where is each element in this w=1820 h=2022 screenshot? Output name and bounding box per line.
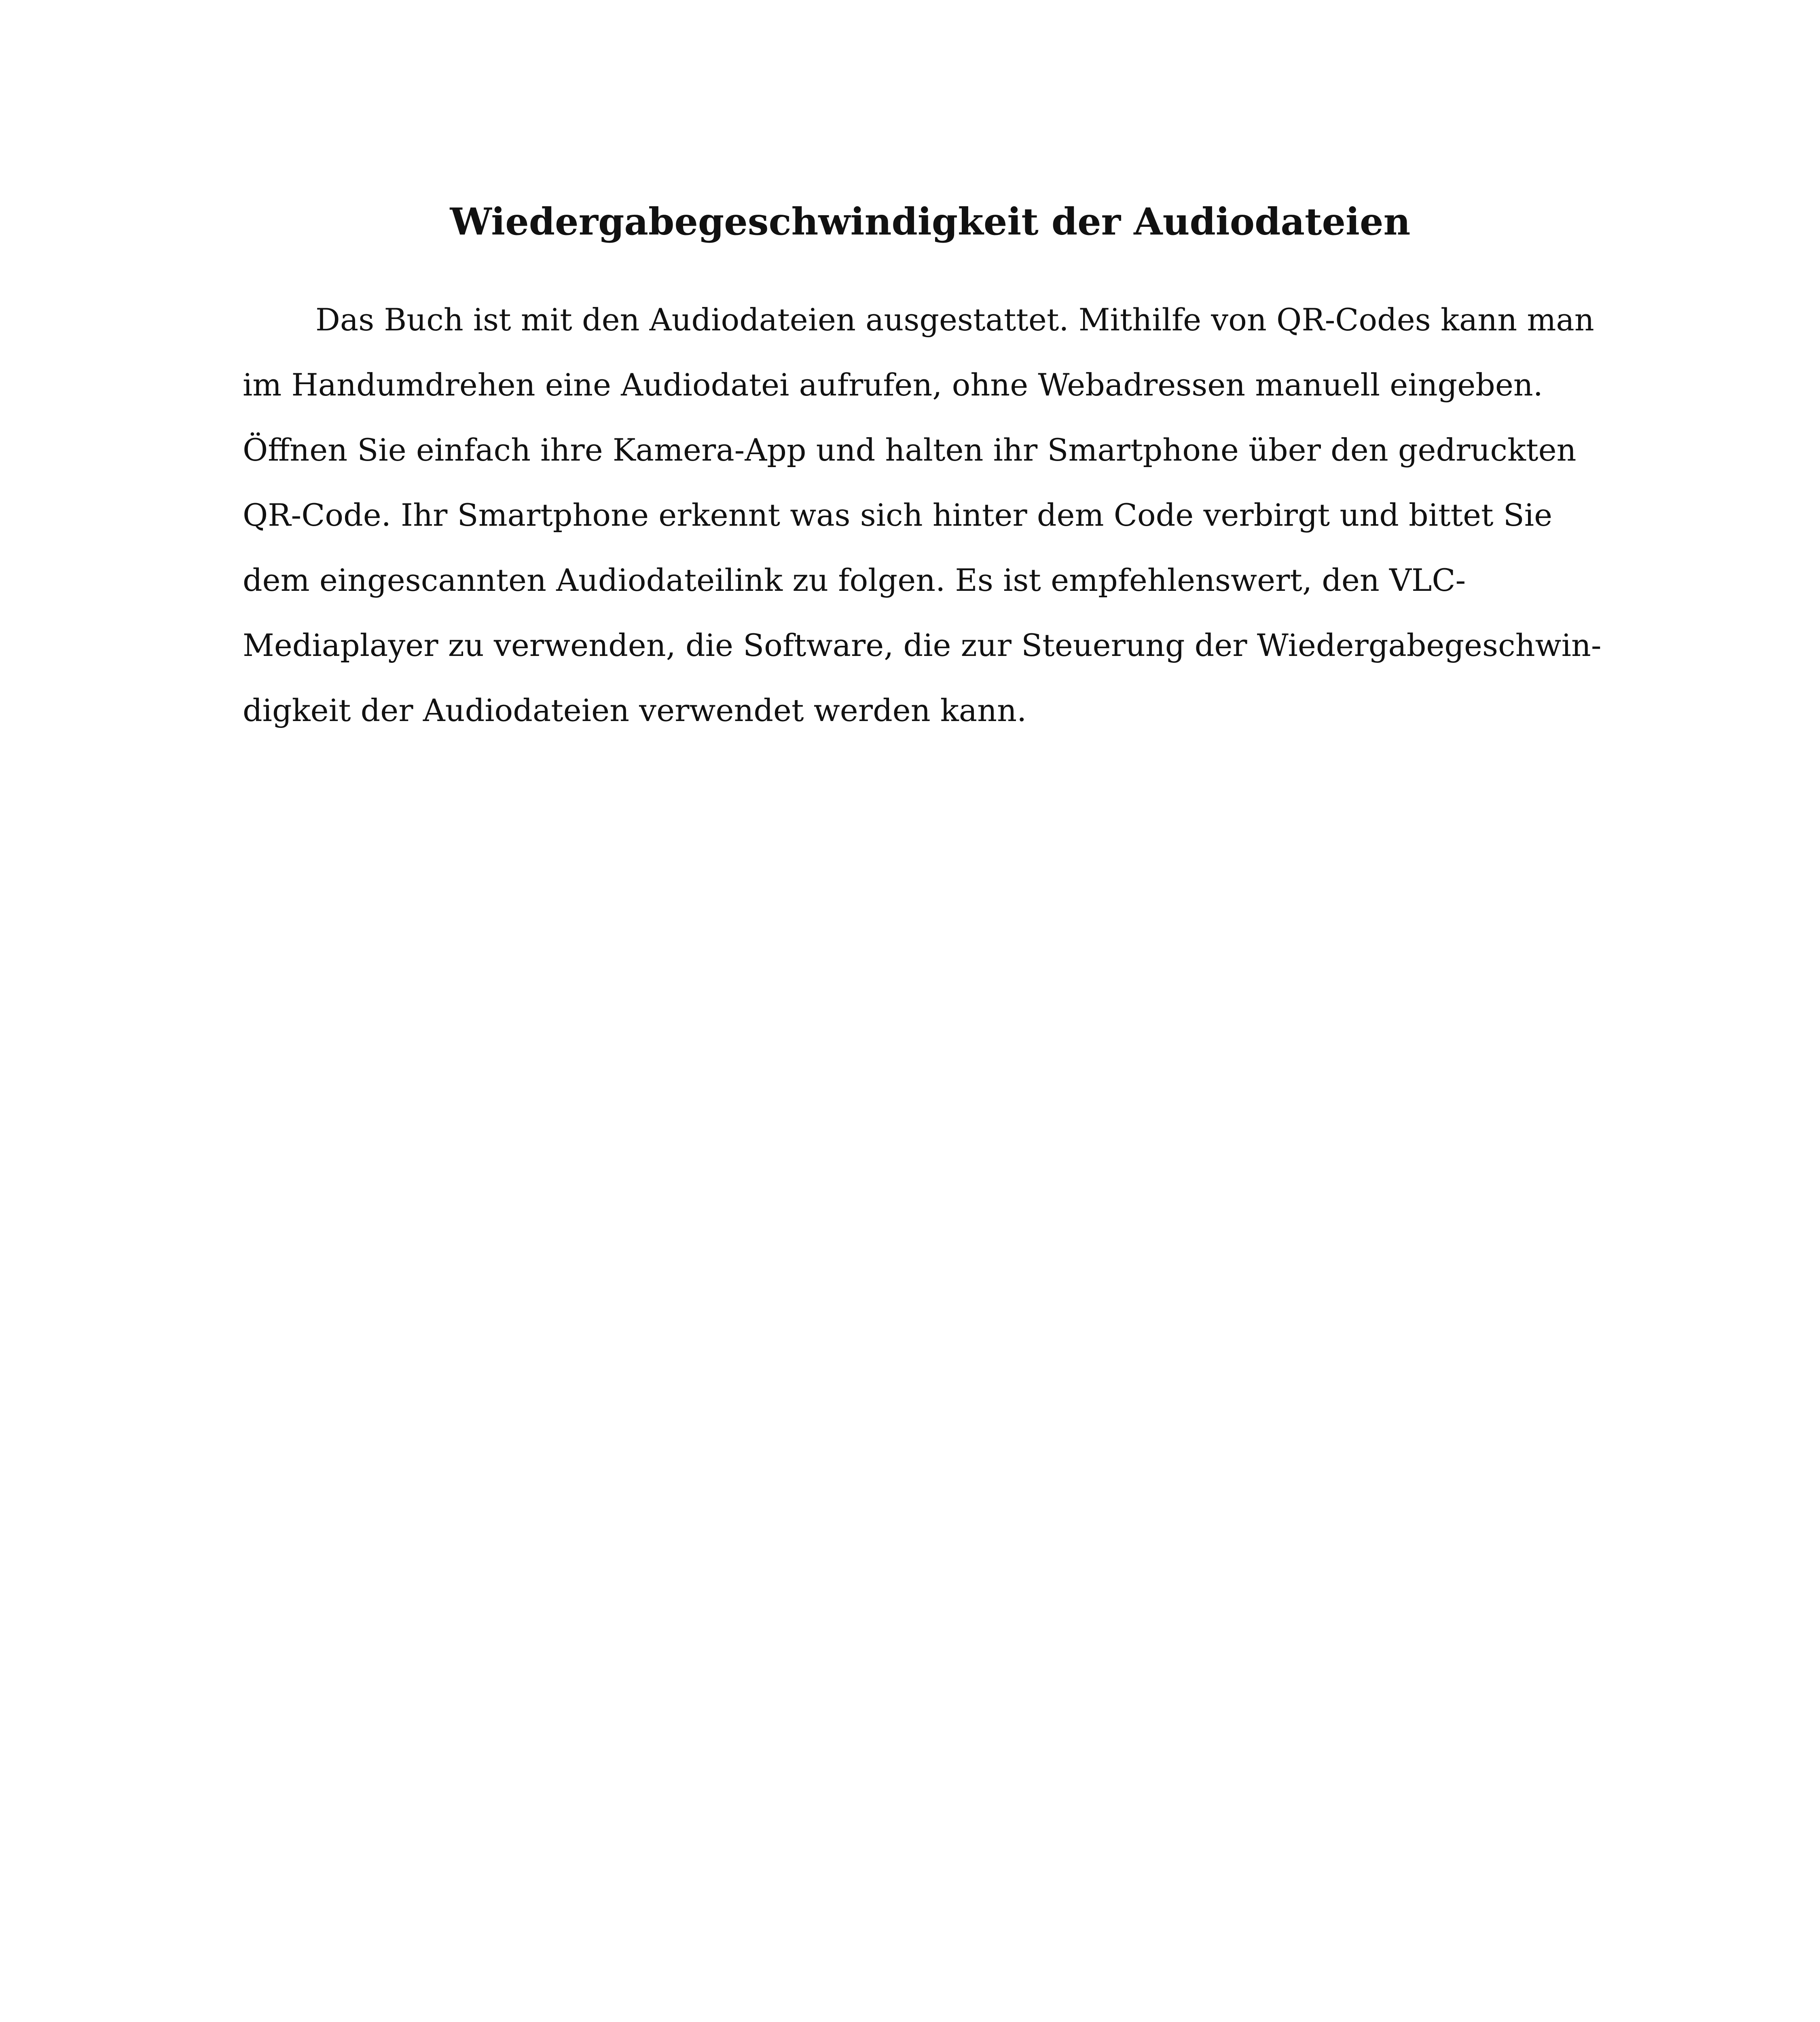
paragraph-line: dem eingescannten Audiodateilink zu folgen. Es ist empfehlenswert, den VLC- bbox=[243, 562, 1466, 598]
paragraph-line: im Handumdrehen eine Audiodatei aufrufen, ohne Webadressen manuell eingeben. bbox=[243, 367, 1543, 403]
paragraph-line: Mediaplayer zu verwenden, die Software, die zur Steuerung der Wiedergabegeschwin- bbox=[243, 627, 1602, 663]
page-title: Wiedergabegeschwindigkeit der Audiodateien bbox=[450, 200, 1411, 243]
paragraph-line: digkeit der Audiodateien verwendet werden kann. bbox=[243, 692, 1027, 728]
body-paragraph bbox=[243, 287, 1618, 743]
paragraph-line: QR-Code. Ihr Smartphone erkennt was sich hinter dem Code verbirgt und bittet Sie bbox=[243, 497, 1553, 533]
paragraph-line: Das Buch ist mit den Audiodateien ausgestattet. Mithilfe von QR-Codes kann man bbox=[315, 302, 1594, 338]
paragraph-line: Öffnen Sie einfach ihre Kamera-App und halten ihr Smartphone über den gedruckten bbox=[243, 432, 1577, 468]
